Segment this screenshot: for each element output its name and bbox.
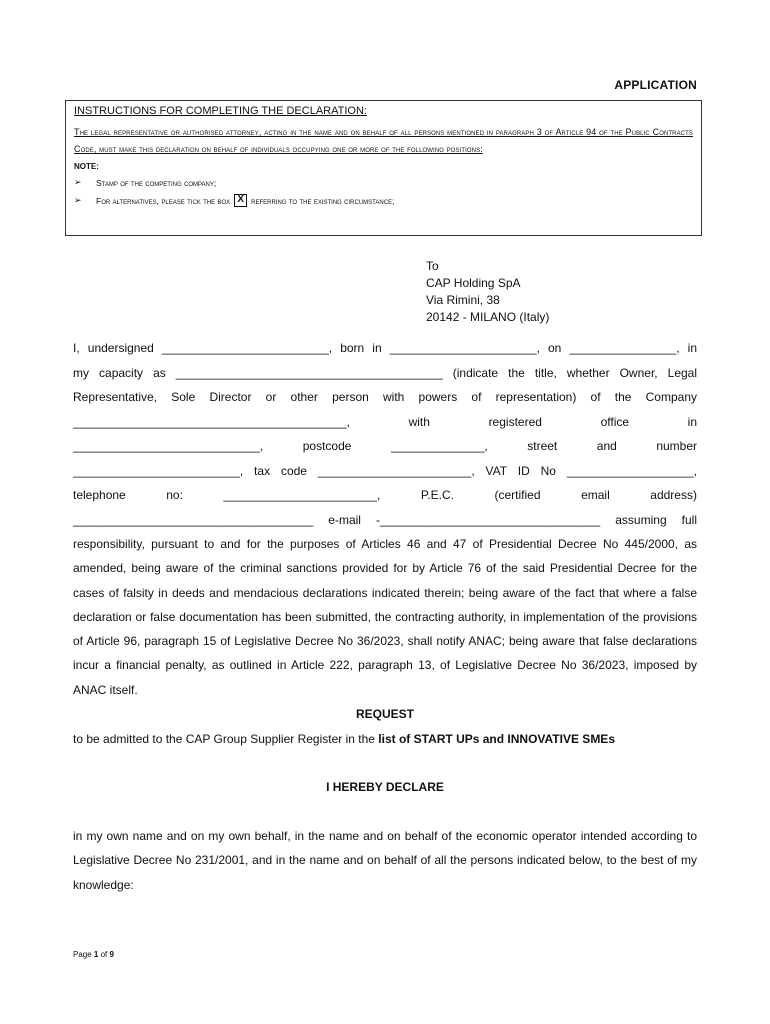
instructions-box xyxy=(65,100,702,236)
page-footer xyxy=(73,950,114,959)
form-line-8 xyxy=(73,508,697,533)
document-title: APPLICATION xyxy=(614,78,697,92)
responsibility-paragraph: responsibility, pursuant to and for the purposes of Articles 46 and 47 of Presidential Decree No 445/2000, as amended, being aware of the criminal sanctions provided for by Article 76 of the said Presidential Decree for the cases of falsity in deeds and mendacious declarations indicated therein; being aware of the fact that where a false declaration or false documentation has been submitted, the contracting authority, in implementation of the provisions of Article 96, paragraph 15 of Legislative Decree No 36/2023, shall notify ANAC; being aware that false declarations incur a financial penalty, as outlined in Article 222, paragraph 13, of Legislative Decree No 36/2023, imposed by ANAC itself. xyxy=(73,537,697,697)
form-blank-office: ____________________________, xyxy=(73,439,264,454)
form-line-3 xyxy=(73,385,697,410)
bullet-stamp xyxy=(74,177,693,188)
form-word: email xyxy=(581,488,610,503)
recipient-city: 20142 - MILANO (Italy) xyxy=(426,310,550,324)
form-word: P.E.C. xyxy=(420,488,454,503)
form-line-text: ____________________________________ e-mail -_________________________________ assuming full xyxy=(73,512,697,527)
page-total: 9 xyxy=(109,950,114,959)
bullet-stamp-text: Stamp of the competing company; xyxy=(96,177,217,188)
recipient-to: To xyxy=(426,259,439,273)
note-label: NOTE: xyxy=(74,162,99,171)
page-current: 1 xyxy=(93,950,99,959)
form-line-4 xyxy=(73,410,697,435)
arrow-bullet-icon: ➢ xyxy=(74,195,82,205)
request-text xyxy=(73,732,697,746)
request-heading: REQUEST xyxy=(355,707,414,721)
form-line-7 xyxy=(73,483,697,508)
page-of-label: of xyxy=(98,950,110,959)
form-line-5 xyxy=(73,434,697,459)
form-word: street xyxy=(527,439,558,454)
bullet-tick-text-after: referring to the existing circumstance; xyxy=(251,195,395,206)
form-line-text: I, undersigned _________________________, born in ______________________, on ________________, in xyxy=(73,341,697,356)
instructions-heading: INSTRUCTIONS FOR COMPLETING THE DECLARATION: xyxy=(74,105,367,117)
form-word: telephone xyxy=(73,488,126,503)
declare-paragraph: in my own name and on my own behalf, in the name and on behalf of the economic operator intended according to Legislative Decree No 231/2001, and in the name and on behalf of all the persons indicated below, to the best of my knowledge: xyxy=(73,829,697,892)
form-line-1 xyxy=(73,336,697,361)
form-blank-postcode: ______________, xyxy=(390,439,488,454)
form-word: address) xyxy=(650,488,697,503)
declare-paragraph-wrap xyxy=(73,824,697,897)
request-text-plain: to be admitted to the CAP Group Supplier Register in the xyxy=(73,732,379,746)
recipient-address xyxy=(426,258,549,326)
declare-heading: I HEREBY DECLARE xyxy=(326,780,444,794)
form-line-6 xyxy=(73,459,697,484)
bullet-tick-text-before: For alternatives, please tick the box xyxy=(96,195,231,206)
bullet-tick-box xyxy=(74,194,693,207)
page-label: Page xyxy=(73,950,94,959)
form-line-2 xyxy=(73,361,697,386)
form-line-text: Representative, Sole Director or other person with powers of representation) of the Company xyxy=(73,390,697,405)
arrow-bullet-icon: ➢ xyxy=(74,177,82,187)
form-word: no: xyxy=(166,488,183,503)
recipient-street: Via Rimini, 38 xyxy=(426,293,500,307)
form-word: and xyxy=(596,439,617,454)
form-word: office xyxy=(600,414,630,429)
form-word: postcode xyxy=(302,439,352,454)
request-text-bold: list of START UPs and INNOVATIVE SMEs xyxy=(378,732,615,746)
form-line-text: _________________________, tax code _______________________, VAT ID No ___________________, xyxy=(73,463,697,478)
form-blank-telephone: _______________________, xyxy=(223,488,381,503)
declaration-form xyxy=(73,336,697,702)
form-word: registered xyxy=(488,414,542,429)
form-word: with xyxy=(408,414,430,429)
instructions-body: The legal representative or authorised attorney, acting in the name and on behalf of all persons mentioned in paragraph 3 of Article 94 of the Public Contracts Code, must make this declaration on behalf of individuals occupying one or more of the following positions: xyxy=(74,127,693,154)
form-word: number xyxy=(656,439,697,454)
form-blank-company: _________________________________________, xyxy=(73,414,350,429)
checked-box-icon: X xyxy=(234,194,247,207)
form-word: in xyxy=(687,414,697,429)
recipient-company: CAP Holding SpA xyxy=(426,276,521,290)
form-line-text: my capacity as ________________________________________ (indicate the title, whether Owner, Legal xyxy=(73,365,697,380)
form-word: (certified xyxy=(494,488,541,503)
